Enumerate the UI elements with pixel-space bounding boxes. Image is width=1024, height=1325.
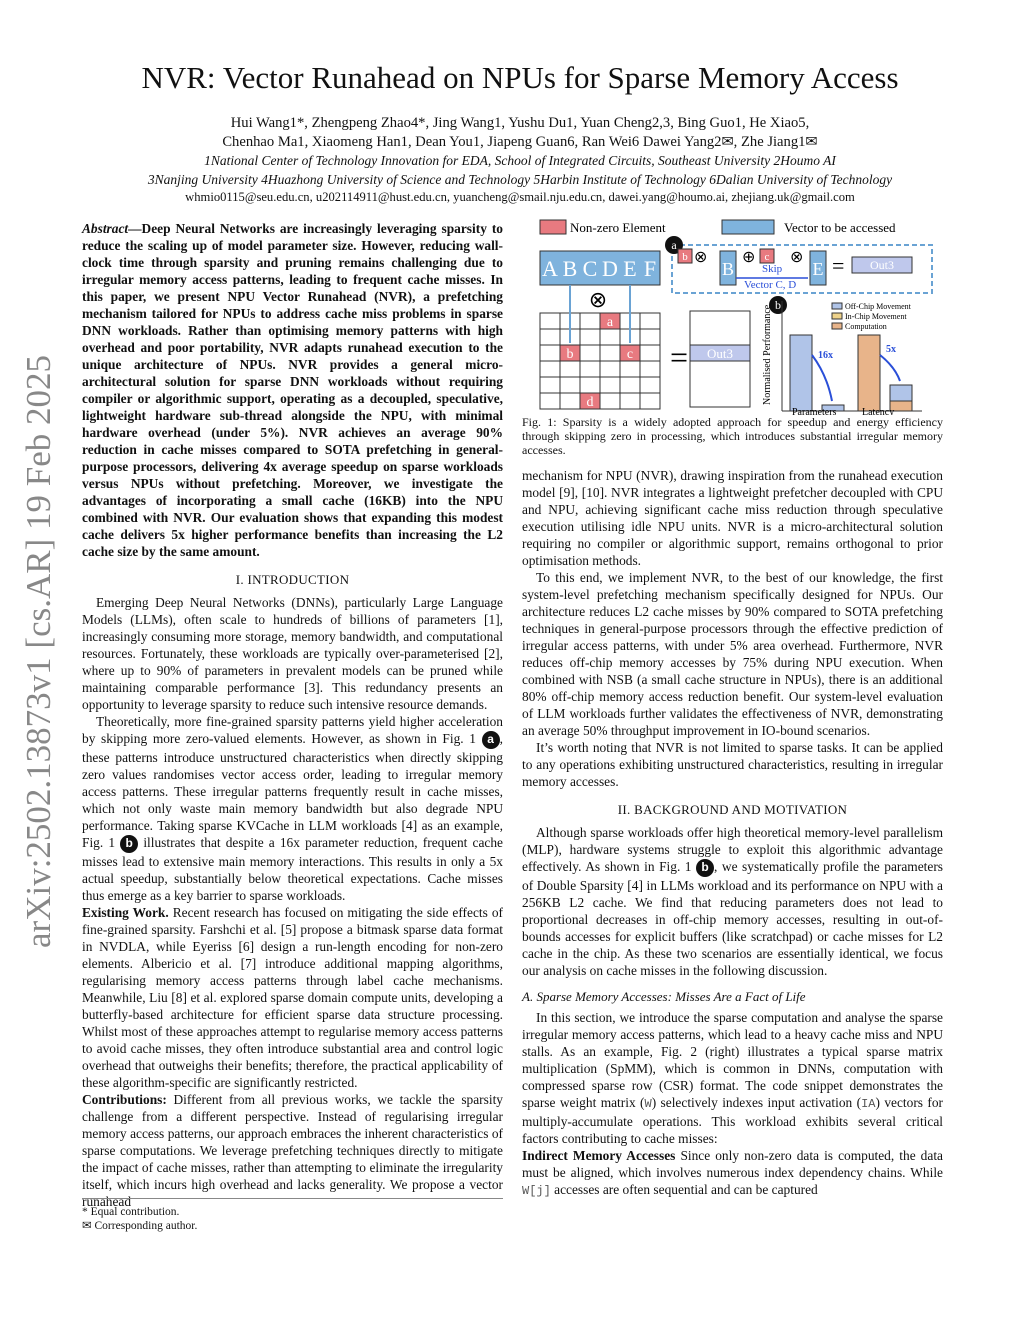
bar-params-dense bbox=[790, 335, 812, 411]
intro-paragraph-1: Emerging Deep Neural Networks (DNNs), particularly Large Language Models (LLMs), often scale to hundreds of billions of parameters [1], increasingly consuming more storage, memory bandwidth, and computational resources. Fortunately, these workloads are typically over-parameterised [2], where up to 90% of parameters in prevalent models can be pruned while maintaining comparable performance [3]. This redundancy presents an opportunity to leverage sparsity to reduce such intensive resource demands. bbox=[82, 595, 503, 712]
cell-b-label: b bbox=[566, 347, 574, 362]
contributions-paragraph bbox=[82, 1091, 503, 1210]
section-1-title: I. INTRODUCTION bbox=[235, 572, 350, 587]
footnote-corresponding: ✉ Corresponding author. bbox=[82, 1220, 198, 1232]
badge-b-icon-2: b bbox=[696, 859, 714, 877]
left-column bbox=[82, 220, 503, 1210]
footnote-equal: * Equal contribution. bbox=[82, 1206, 180, 1218]
small-c-label: c bbox=[764, 251, 770, 263]
legend-offchip-swatch bbox=[832, 303, 842, 309]
intro-p2-part-a: Theoretically, more fine-grained sparsity patterns yield higher acceleration by skipping more zero-valued elements. However, as shown in Fig. 1 bbox=[82, 714, 503, 746]
legend-inchip-label: In-Chip Movement bbox=[845, 312, 907, 321]
badge-b-icon: b bbox=[120, 835, 138, 853]
bg-p1-part-a: Although sparse workloads offer high theoretical memory-level parallelism (MLP), hardware systems struggle to exploit this algorithmic advantage effectively. As shown in Fig. 1 bbox=[522, 825, 943, 874]
code-w: W bbox=[644, 1096, 652, 1111]
xlabel-params: Parameters bbox=[792, 407, 837, 415]
otimes-small-1: ⊗ bbox=[694, 249, 708, 266]
authors-line-1: Hui Wang1*, Zhengpeng Zhao4*, Jing Wang1, Yushu Du1, Yuan Cheng2,3, Bing Guo1, He Xiao5, bbox=[230, 115, 810, 131]
equals-big: = bbox=[670, 339, 689, 375]
indirect-access-text: Since only non-zero data is computed, the data must be aligned, which involves numerous index dependency chains. While bbox=[522, 1147, 943, 1180]
intro-p2-part-b: , these patterns introduce unstructured characteristics when directly skipping zero values randomises vector access order, leading to irregular memory access patterns. These irregular patterns frequently result in cache misses, which not only waste main memory bandwidth but also degrade NPU performance. Taking sparse KVCache in LLM workloads [4] as an example, Fig. 1 bbox=[82, 731, 503, 850]
contributions-text: Different from all previous works, we tackle the sparsity challenge from a different perspective. Instead of regularising irregular memory access patterns, our approach embraces the inherent characteristics of sparse computations. We leverage prefetching techniques directly to mitigate the impact of cache misses, rather than attempting to eliminate the irregularity itself, which incurs high overhead and lacks generality. We propose a vector runahead bbox=[82, 1091, 503, 1209]
letter-a: A bbox=[542, 256, 558, 281]
bg-p2-part-a: In this section, we introduce the sparse computation and analyse the sparse irregular memory access patterns, which lead to a heavy cache miss and NPU stalls. As an example, Fig. 2 (right) illustrates a typical sparse matrix multiplication (SpMM), which is common in DNNs, computation with compressed sparse row (CSR) format. The code snippet demonstrates the sparse weight matrix ( bbox=[522, 1009, 943, 1110]
arrow-16x bbox=[812, 355, 832, 401]
affil-line-1: 1National Center of Technology Innovation for EDA, School of Integrated Circuits, Southeast University 2Houmo AI bbox=[204, 153, 836, 168]
equals-small: = bbox=[832, 253, 845, 278]
otimes-symbol: ⊗ bbox=[588, 287, 608, 312]
emails: whmio0115@seu.edu.cn, u202114911@hust.edu.cn, yuancheng@smail.nju.edu.cn, dawei.yang@houmo.ai, zhejiang.uk@gmail.com bbox=[185, 190, 855, 204]
affil-line-2: 3Nanjing University 4Huazhong University of Science and Technology 5Harbin Institute of Technology 6Dalian University of Technology bbox=[147, 172, 893, 187]
legend-nonzero-label: Non-zero Element bbox=[570, 220, 666, 235]
section-2-title: II. BACKGROUND AND MOTIVATION bbox=[617, 802, 848, 817]
letter-c: C bbox=[582, 256, 598, 281]
bar-latency-dense bbox=[858, 335, 880, 411]
vec-e-label: E bbox=[812, 259, 824, 279]
fig-badge-a-label: a bbox=[671, 238, 677, 252]
legend-compute-swatch bbox=[832, 323, 842, 329]
figure-1 bbox=[522, 215, 943, 415]
right-paragraph-3: It’s worth noting that NVR is not limited to sparse tasks. It can be applied to any operations exhibiting unstructured characteristics, resulting in irregular memory accesses. bbox=[522, 740, 943, 789]
bg-p1-part-b: , we systematically profile the parameters of Double Sparsity [4] in LLMs workload and its performance on NPU with a 256KB L2 cache. We find that reducing parameters does not lead to proportional decreases in off-chip memory accesses, resulting in out-of-bounds accesses for explicit buffers (like scratchpad) or cache misses for L2 cache in the chip. As these two scenarios are essentially identical, we focus our analysis on cache misses in the following discussion. bbox=[522, 859, 943, 978]
existing-work-text: Recent research has focused on mitigating the side effects of fine-grained sparsity. Farshchi et al. [5] propose a bitmask sparse data format in NVDLA, while Eyeriss [6] design a run-length encoding for non-zero elements. Albericio et al. [7] introduce additional mapping algorithms, regularising memory access patterns through label cache mechanisms. Meanwhile, Liu [8] et al. explored sparse domain compute units, developing a butterfly-based architecture for efficient sparse data structure processing. Whilst most of these approaches attempt to regularise memory access patterns to avoid cache misses, they often introduce substantial area and control logic overhead that outweighs their benefits; therefore, the practical applicability of these algorithm-specific are significantly restricted. bbox=[82, 904, 503, 1090]
affiliations bbox=[70, 151, 970, 189]
small-b-label: b bbox=[682, 251, 688, 263]
vector-cd-label: Vector C, D bbox=[744, 279, 797, 291]
existing-work-paragraph bbox=[82, 904, 503, 1091]
authors-line-2: Chenhao Ma1, Xiaomeng Han1, Dean You1, Jiapeng Guan6, Ran Wei6 Dawei Yang2✉, Zhe Jiang1✉ bbox=[222, 134, 818, 150]
legend-inchip-swatch bbox=[832, 313, 842, 319]
arxiv-stamp bbox=[14, 350, 60, 950]
indirect-access-text-2: accesses are often sequential and can be captured bbox=[550, 1181, 818, 1197]
letter-b: B bbox=[562, 256, 578, 281]
cell-c-label: c bbox=[626, 347, 634, 362]
subsection-a-title: A. Sparse Memory Accesses: Misses Are a Fact of Life bbox=[522, 988, 806, 1004]
legend-nonzero-swatch bbox=[540, 220, 566, 234]
badge-a-icon: a bbox=[482, 731, 500, 749]
label-16x: 16x bbox=[818, 350, 833, 361]
out3-label: Out3 bbox=[707, 346, 733, 361]
abstract-label: Abstract bbox=[82, 221, 129, 236]
legend-vector-swatch bbox=[722, 220, 774, 234]
abcdef-vector bbox=[540, 251, 660, 285]
indirect-access-paragraph bbox=[522, 1147, 943, 1200]
cell-a-label: a bbox=[606, 315, 614, 330]
bg-p2-part-c: ) vectors for multiply-accumulate operations. This workload exhibits several critical factors contributing to cache misses: bbox=[522, 1094, 943, 1146]
intro-paragraph-2 bbox=[82, 713, 503, 904]
otimes-small-2: ⊗ bbox=[790, 249, 804, 266]
letter-e: E bbox=[623, 256, 637, 281]
background-paragraph-1 bbox=[522, 824, 943, 979]
vec-b-label: B bbox=[721, 259, 735, 279]
chart-ylabel: Normalised Performance bbox=[762, 304, 773, 405]
legend-compute-label: Computation bbox=[845, 322, 887, 331]
legend-vector-label: Vector to be accessed bbox=[784, 220, 896, 235]
fig-badge-b-label: b bbox=[775, 298, 781, 312]
arrow-5x bbox=[880, 355, 900, 381]
skip-label: Skip bbox=[762, 263, 783, 275]
code-wj: W[j] bbox=[522, 1183, 551, 1198]
letter-d: D bbox=[602, 256, 618, 281]
abstract-text: —Deep Neural Networks are increasingly leveraging sparsity to reduce the scaling up of model parameter size. However, reducing wall-clock time through sparsity and pruning remains challenging due to irregular memory access patterns, leading to frequent cache misses. In this paper, we present NPU Vector Runahead (NVR), a prefetching mechanism tailored for NPUs to address cache miss problems in sparse DNN workloads. Rather than optimising memory patterns with high overhead and poor portability, NVR adapts runahead execution to the unique architecture of NPUs. NVR provides a general micro-architectural solution for sparse DNN workloads without requiring compiler or algorithmic support, operating as a decoupled, speculative, lightweight hardware sub-thread alongside the NPU, with minimal hardware overhead (under 5%). NVR achieves an average 90% reduction in cache misses compared to SOTA prefetching in general-purpose processors, delivering 4x average speedup on sparse workloads versus NPUs without prefetching. Moreover, we investigate the advantages of incorporating a small cache (16KB) into the NPU combined with NVR. Our evaluation shows that expanding this modest cache delivers 5x higher performance benefits than increasing the L2 cache size by the same amount. bbox=[82, 221, 503, 559]
arxiv-id: arXiv:2502.13873v1 [cs.AR] 19 Feb 2025 bbox=[19, 354, 58, 948]
letter-f: F bbox=[643, 256, 657, 281]
label-5x: 5x bbox=[886, 344, 896, 355]
figure-1-caption: Fig. 1: Sparsity is a widely adopted approach for speedup and energy efficiency through skipping zero in processing, which introduces substantial irregular memory accesses. bbox=[522, 415, 943, 457]
right-paragraph-1: mechanism for NPU (NVR), drawing inspiration from the runahead execution model [9], [10]. NVR integrates a lightweight prefetcher decoupled with CPU and NPU, achieving significant cache miss reduction through speculative execution utilising idle NPU units. NVR is a micro-architectural solution requiring no compiler or algorithmic support, remains orthogonal to prior optimisation methods. bbox=[522, 468, 943, 568]
intro-p2-part-c: illustrates that despite a 16x parameter reduction, frequent cache misses lead to extensive main memory interactions. This results in only a 5x actual speedup, substantially below theoretical expectations. Cache misses thus emerge as a key barrier to sparse workloads. bbox=[82, 834, 503, 903]
out3-vector-label: Out3 bbox=[870, 258, 894, 272]
footnotes bbox=[82, 1198, 503, 1233]
author-list bbox=[70, 114, 970, 152]
right-paragraph-2: To this end, we implement NVR, to the best of our knowledge, the first system-level prefetching mechanism specifically designed for NPUs. Our architecture reduces L2 cache misses by 90% compared to SOTA prefetching techniques in general-purpose processors through the effective prediction of irregular access patterns, with under 5% area overhead. Furthermore, NVR reduces off-chip memory accesses by 75% during NPU execution. When combined with NSB (a small cache structure in NPUs), there is an additional 80% off-chip memory access reduction benefit. Our system-level evaluation of LLM workloads further validates the effectiveness of NVR, demonstrating an average 50% throughput improvement in IO-bound scenarios. bbox=[522, 570, 943, 738]
contributions-label: Contributions: bbox=[82, 1091, 167, 1107]
cell-d-label: d bbox=[586, 395, 594, 410]
bg-p2-part-b: ) selectively indexes input activation ( bbox=[651, 1094, 862, 1110]
indirect-access-label: Indirect Memory Accesses bbox=[522, 1147, 676, 1163]
paper-title: NVR: Vector Runahead on NPUs for Sparse Memory Access bbox=[141, 60, 899, 95]
abstract bbox=[82, 220, 503, 560]
xlabel-latency: Latency bbox=[862, 407, 895, 415]
oplus-symbol: ⊕ bbox=[742, 249, 756, 266]
background-paragraph-2 bbox=[522, 1009, 943, 1147]
right-column bbox=[522, 467, 943, 1200]
existing-work-label: Existing Work. bbox=[82, 904, 169, 920]
code-ia: IA bbox=[861, 1096, 876, 1111]
legend-offchip-label: Off-Chip Movement bbox=[845, 302, 911, 311]
